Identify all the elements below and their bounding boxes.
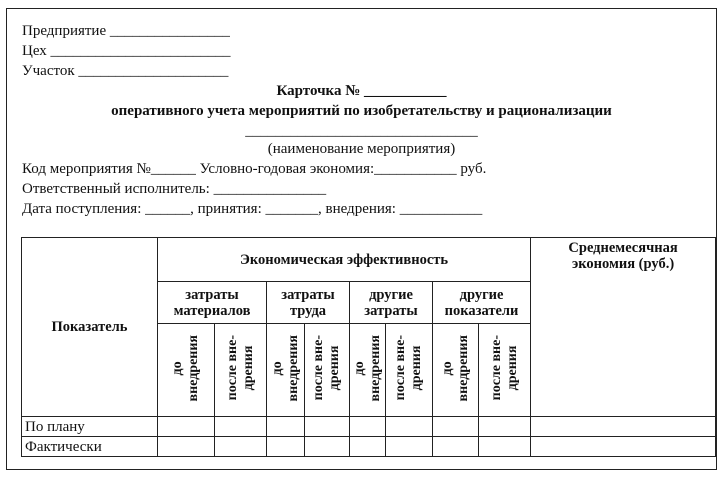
group-materials: затраты материалов — [158, 282, 267, 324]
materials-after-label: после вне- дрения — [224, 335, 256, 401]
other-indicators-after — [479, 324, 531, 417]
enterprise-field[interactable]: Предприятие ________________ — [22, 23, 230, 39]
indicator-header — [22, 238, 158, 417]
cell[interactable] — [479, 437, 531, 457]
cell[interactable] — [158, 417, 215, 437]
measure-name-caption: (наименование мероприятия) — [267, 141, 456, 157]
other-costs-before — [350, 324, 386, 417]
labor-before-label: до внедрения — [269, 334, 301, 402]
cell[interactable] — [305, 417, 350, 437]
cell[interactable] — [267, 417, 305, 437]
efficiency-table — [21, 237, 716, 457]
efficiency-header — [158, 238, 531, 282]
card-title: Карточка № ___________ — [276, 83, 447, 99]
responsible-field[interactable]: Ответственный исполнитель: _______________ — [22, 181, 327, 197]
table-row — [22, 437, 716, 457]
cell[interactable] — [305, 437, 350, 457]
cell[interactable] — [350, 437, 386, 457]
code-economy-field[interactable]: Код мероприятия №______ Условно-годовая экономия:___________ руб. — [22, 161, 487, 177]
other-costs-before-label: до внедрения — [351, 334, 383, 402]
cell[interactable] — [386, 417, 433, 437]
group-other-indicators: другие показатели — [433, 282, 531, 324]
section-field[interactable]: Участок ____________________ — [22, 63, 229, 79]
monthly-economy-header — [531, 238, 716, 417]
cell[interactable] — [267, 437, 305, 457]
cell[interactable] — [215, 437, 267, 457]
dates-field[interactable]: Дата поступления: ______, принятия: _______, внедрения: ___________ — [22, 201, 483, 217]
other-costs-after — [386, 324, 433, 417]
cell[interactable] — [479, 417, 531, 437]
monthly-economy-label: Среднемесячная экономия (руб.) — [568, 240, 678, 272]
cell[interactable] — [531, 417, 716, 437]
materials-after — [215, 324, 267, 417]
group-labor: затраты труда — [267, 282, 350, 324]
cell[interactable] — [386, 437, 433, 457]
other-indicators-after-label: после вне- дрения — [488, 335, 520, 401]
row-label-actual: Фактически — [22, 437, 158, 457]
cell[interactable] — [350, 417, 386, 437]
materials-before — [158, 324, 215, 417]
row-label-plan: По плану — [22, 417, 158, 437]
cell[interactable] — [215, 417, 267, 437]
measure-name-blank[interactable]: _______________________________ — [245, 123, 478, 139]
labor-after — [305, 324, 350, 417]
materials-before-label: до внедрения — [170, 334, 201, 402]
labor-before — [267, 324, 305, 417]
other-costs-after-label: после вне- дрения — [393, 335, 424, 401]
group-other-costs: другие затраты — [350, 282, 433, 324]
cell[interactable] — [433, 437, 479, 457]
cell[interactable] — [158, 437, 215, 457]
workshop-field[interactable]: Цех ________________________ — [22, 43, 231, 59]
other-indicators-before-label: до внедрения — [439, 334, 471, 402]
other-indicators-before — [433, 324, 479, 417]
cell[interactable] — [433, 417, 479, 437]
table-row — [22, 417, 716, 437]
indicator-header-label: Показатель — [51, 319, 128, 335]
labor-after-label: после вне- дрения — [311, 335, 342, 401]
card-subtitle: оперативного учета мероприятий по изобретательству и рационализации — [111, 103, 612, 119]
record-card — [6, 8, 717, 470]
cell[interactable] — [531, 437, 716, 457]
efficiency-header-label: Экономическая эффективность — [240, 251, 449, 268]
